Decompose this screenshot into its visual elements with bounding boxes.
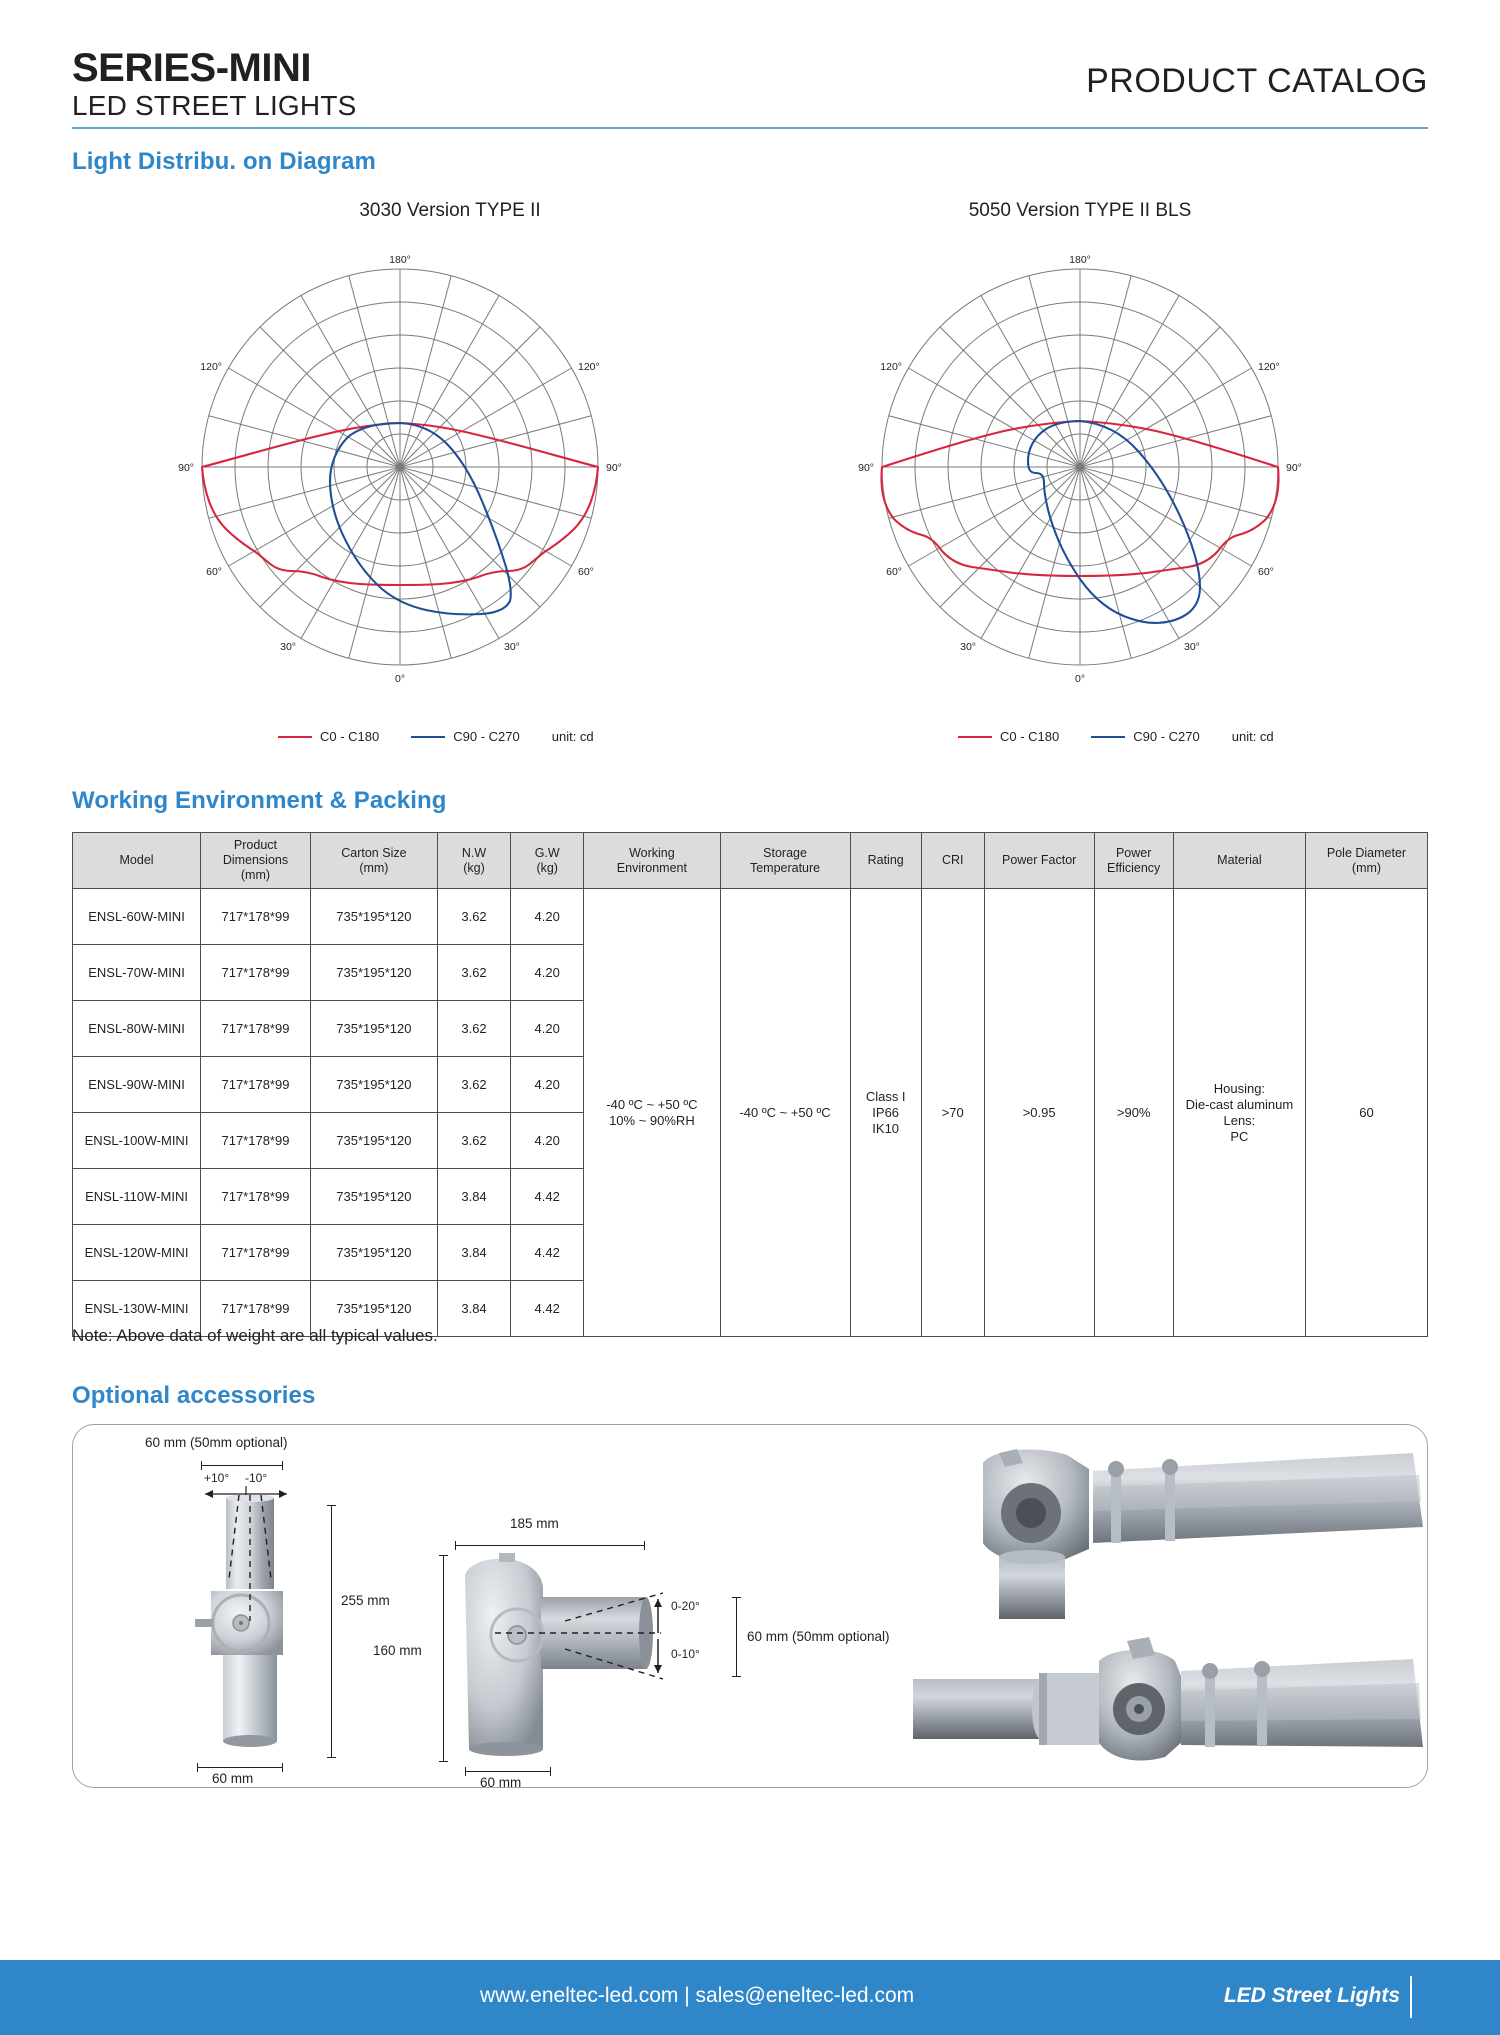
col-header-working-environment: Working Environment [584,833,720,889]
spec-table-body [73,889,1428,1337]
legend-swatch-c90-c270 [1091,736,1125,738]
fig1-height-tick-top [327,1505,336,1506]
polar-label-60-left: 60° [886,566,902,578]
polar-label-90-right: 90° [606,462,622,474]
cell-gw: 4.20 [511,945,584,1001]
cell-model: ENSL-60W-MINI [73,889,201,945]
fig2-width-label: 185 mm [510,1516,559,1531]
cell-nw: 3.62 [437,945,510,1001]
table-note: Note: Above data of weight are all typical values. [72,1326,438,1345]
header-divider [72,127,1428,129]
cell-rating: Class I IP66 IK10 [850,889,921,1337]
polar-label-120-right: 120° [1258,361,1280,373]
polar-label-0: 0° [394,673,406,685]
cell-product-dimensions: 717*178*99 [201,1225,311,1281]
fig2-width-dim-line [455,1545,645,1546]
accessories-panel [72,1424,1428,1788]
polar-chart-right [855,232,1305,702]
legend-label-c90-c270: C90 - C270 [1133,729,1200,744]
cell-nw: 3.62 [437,1001,510,1057]
fig1-angle-minus-label: -10° [245,1471,268,1485]
polar-label-60-right: 60° [578,566,594,578]
col-header-model: Model [73,833,201,889]
cell-gw: 4.42 [511,1169,584,1225]
cell-cri: >70 [921,889,984,1337]
col-header-cri: CRI [921,833,984,889]
spec-table [72,832,1428,1337]
col-header-carton-size: Carton Size (mm) [310,833,437,889]
fig2-height-tick-top [439,1555,448,1556]
polar-label-60-right: 60° [1258,566,1274,578]
spec-table-wrap [72,832,1428,1337]
table-row [73,889,1428,945]
cell-carton-size: 735*195*120 [310,1057,437,1113]
fig2-angle-arrows [647,1595,669,1677]
cell-gw: 4.20 [511,889,584,945]
chart-title-right: 5050 Version TYPE II BLS [968,200,1192,221]
polar-label-180: 180° [1069,254,1091,266]
cell-gw: 4.42 [511,1225,584,1281]
fig2-right-label: 60 mm (50mm optional) [747,1629,890,1644]
fig4-assembly-photo [913,1621,1423,1781]
fig2-bracket-image [455,1553,665,1763]
fig1-top-dim-line [201,1465,283,1466]
cell-material: Housing: Die-cast aluminum Lens: PC [1173,889,1305,1337]
cell-product-dimensions: 717*178*99 [201,1001,311,1057]
brand-block [72,46,357,122]
fig2-angle-down-label: 0-10° [671,1647,700,1661]
cell-product-dimensions: 717*178*99 [201,1057,311,1113]
cell-power-factor: >0.95 [984,889,1094,1337]
polar-label-30-left: 30° [280,641,296,653]
cell-nw: 3.62 [437,1057,510,1113]
section-title-light-distribution: Light Distribu. on Diagram [72,148,376,175]
fig1-height-dim-line [331,1505,332,1757]
fig2-right-dim-line [736,1597,737,1677]
polar-label-90-left: 90° [858,462,874,474]
cell-carton-size: 735*195*120 [310,1113,437,1169]
polar-label-120-left: 120° [200,361,222,373]
fig1-bottom-tick-left [197,1763,198,1772]
cell-model: ENSL-70W-MINI [73,945,201,1001]
fig2-width-tick-left [455,1541,456,1550]
cell-carton-size: 735*195*120 [310,1225,437,1281]
table-header-row [73,833,1428,889]
fig1-bottom-label: 60 mm [212,1771,254,1786]
cell-product-dimensions: 717*178*99 [201,1169,311,1225]
fig1-angle-plus-label: +10° [204,1471,230,1485]
cell-pole-diameter: 60 [1305,889,1427,1337]
cell-gw: 4.42 [511,1281,584,1337]
fig2-angle-up-label: 0-20° [671,1599,700,1613]
fig1-height-tick-bottom [327,1757,336,1758]
cell-storage-temperature: -40 ºC ~ +50 ºC [720,889,850,1337]
fig2-bottom-label: 60 mm [480,1775,522,1790]
col-header-material: Material [1173,833,1305,889]
cell-product-dimensions: 717*178*99 [201,1113,311,1169]
legend-swatch-c0-c180 [958,736,992,738]
cell-gw: 4.20 [511,1001,584,1057]
polar-label-120-left: 120° [880,361,902,373]
footer-contact[interactable]: www.eneltec-led.com | sales@eneltec-led.com [480,1984,915,2007]
footer-accent-bar [1410,1976,1412,2018]
cell-gw: 4.20 [511,1057,584,1113]
fig2-height-tick-bottom [439,1761,448,1762]
fig1-top-label: 60 mm (50mm optional) [145,1435,288,1450]
cell-product-dimensions: 717*178*99 [201,1281,311,1337]
legend-unit: unit: cd [1231,729,1274,744]
cell-carton-size: 735*195*120 [310,1281,437,1337]
polar-chart-left [175,232,625,702]
fig2-right-tick-bottom [732,1676,741,1677]
polar-label-90-right: 90° [1286,462,1302,474]
fig1-height-label: 255 mm [341,1593,390,1608]
legend-swatch-c0-c180 [278,736,312,738]
col-header-pole-diameter: Pole Diameter (mm) [1305,833,1427,889]
footer-tagline: LED Street Lights [1223,1984,1400,2007]
cell-model: ENSL-120W-MINI [73,1225,201,1281]
fig3-assembly-photo [953,1439,1423,1619]
cell-product-dimensions: 717*178*99 [201,945,311,1001]
fig1-top-tick-left [201,1461,202,1470]
fig2-height-dim-line [443,1555,444,1761]
cell-nw: 3.84 [437,1225,510,1281]
catalog-title: PRODUCT CATALOG [1086,62,1428,100]
polar-label-30-right: 30° [504,641,520,653]
fig2-width-tick-right [644,1541,645,1550]
cell-model: ENSL-80W-MINI [73,1001,201,1057]
fig2-bottom-dim-line [465,1771,551,1772]
page-footer [0,1960,1500,2035]
cell-carton-size: 735*195*120 [310,945,437,1001]
fig1-bottom-dim-line [197,1767,283,1768]
cell-product-dimensions: 717*178*99 [201,889,311,945]
col-header-rating: Rating [850,833,921,889]
legend-label-c0-c180: C0 - C180 [1000,729,1060,744]
cell-model: ENSL-100W-MINI [73,1113,201,1169]
cell-nw: 3.84 [437,1281,510,1337]
col-header-nw: N.W (kg) [437,833,510,889]
brand-subtitle: LED STREET LIGHTS [72,90,357,121]
legend-label-c0-c180: C0 - C180 [320,729,380,744]
fig1-bracket-image [191,1495,321,1757]
chart-legend-right [958,729,1274,744]
legend-swatch-c90-c270 [411,736,445,738]
chart-title-left: 3030 Version TYPE II [359,200,541,221]
cell-model: ENSL-130W-MINI [73,1281,201,1337]
col-header-storage-temperature: Storage Temperature [720,833,850,889]
legend-unit: unit: cd [551,729,594,744]
col-header-power-efficiency: Power Efficiency [1094,833,1173,889]
cell-model: ENSL-90W-MINI [73,1057,201,1113]
col-header-gw: G.W (kg) [511,833,584,889]
legend-label-c90-c270: C90 - C270 [453,729,520,744]
fig2-height-label: 160 mm [373,1643,422,1658]
cell-carton-size: 735*195*120 [310,889,437,945]
cell-nw: 3.62 [437,1113,510,1169]
polar-label-120-right: 120° [578,361,600,373]
cell-power-efficiency: >90% [1094,889,1173,1337]
fig1-top-tick-right [282,1461,283,1470]
polar-label-30-right: 30° [1184,641,1200,653]
brand-title: SERIES-MINI [72,46,311,90]
page-header [0,0,1500,135]
cell-working-environment: -40 ºC ~ +50 ºC 10% ~ 90%RH [584,889,720,1337]
section-title-optional-accessories: Optional accessories [72,1382,316,1409]
col-header-product-dimensions: Product Dimensions (mm) [201,833,311,889]
fig1-bottom-tick-right [282,1763,283,1772]
polar-label-30-left: 30° [960,641,976,653]
cell-model: ENSL-110W-MINI [73,1169,201,1225]
fig2-right-tick-top [732,1597,741,1598]
spec-table-head [73,833,1428,889]
polar-label-180: 180° [389,254,411,266]
polar-label-0: 0° [1074,673,1086,685]
cell-gw: 4.20 [511,1113,584,1169]
fig2-bottom-tick-right [550,1767,551,1776]
cell-carton-size: 735*195*120 [310,1001,437,1057]
cell-carton-size: 735*195*120 [310,1169,437,1225]
polar-label-90-left: 90° [178,462,194,474]
col-header-power-factor: Power Factor [984,833,1094,889]
fig2-bottom-tick-left [465,1767,466,1776]
section-title-working-environment: Working Environment & Packing [72,787,447,814]
polar-label-60-left: 60° [206,566,222,578]
cell-nw: 3.62 [437,889,510,945]
chart-legend-left [278,729,594,744]
cell-nw: 3.84 [437,1169,510,1225]
